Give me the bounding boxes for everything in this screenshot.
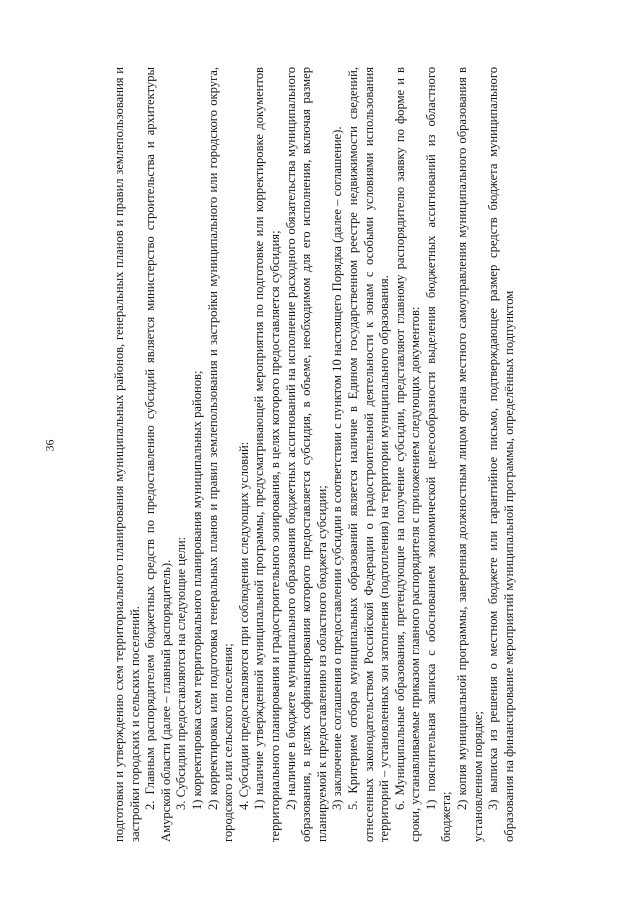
paragraph-item-5: 5. Критерием отбора муниципальных образований является наличие в Едином государственном реестре недвижимости сведений, отнесенных законодательством Российской Федерации о градостроительной деятельности к зонам с особыми условиями использования территорий – установленных зон затопления (подтопления) на территории муниципального образования. xyxy=(345,67,392,842)
paragraph-subitem-4-3: 3) заключение соглашения о предоставлении субсидии в соответствии с пунктом 10 настоящего Порядка (далее – соглашение). xyxy=(330,126,345,810)
paragraph-item-6: 6. Муниципальные образования, претендующие на получение субсидии, представляют главному распорядителю заявку по форме и в сроки, устанавливаемые приказом главного распорядителя с приложением следующих документов: xyxy=(392,67,423,842)
paragraph-continuation: подготовки и утверждению схем территориального планирования муниципальных районов, генеральных планов и правил землепользования и застройки городских и сельских поселений. xyxy=(112,67,142,842)
paragraph-subitem-3-1: 1) корректировка схем территориального планирования муниципальных районов; xyxy=(189,370,204,810)
paragraph-subitem-6-3: 3) выписка из решения о местном бюджете или гарантийное письмо, подтверждающее размер средств бюджета муниципального образования на финансирование мероприятий муниципальной программы, определённых подпунктом xyxy=(486,67,516,842)
page-number: 36 xyxy=(42,439,57,452)
paragraph-item-3: 3. Субсидии предоставляются на следующие цели: xyxy=(174,536,189,810)
rotated-page-content xyxy=(112,67,542,842)
paragraph-subitem-3-2: 2) корректировка или подготовка генеральных планов и правил землепользования и застройки муниципального или городского округа, городского или сельского поселения; xyxy=(205,67,236,842)
paragraph-subitem-6-2: 2) копия муниципальной программы, заверенная должностным лицом органа местного самоуправления муниципального образования в установленном порядке; xyxy=(455,67,485,842)
paragraph-item-4: 4. Субсидии предоставляются при соблюдении следующих условий: xyxy=(236,441,251,810)
paragraph-subitem-4-1: 1) наличие утвержденной муниципальной программы, предусматривающей мероприятия по подготовке или корректировке документов территориального планирования и градостроительного зонирования, в целях которого предоставляется субсидия; xyxy=(252,67,282,842)
paragraph-subitem-6-1: 1) пояснительная записка с обоснованием экономической целесообразности выделения бюджетных ассигнований из областного бюджета; xyxy=(423,67,454,842)
paragraph-item-2: 2. Главным распорядителем бюджетных средств по предоставлению субсидий является министерство строительства и архитектуры Амурской области (далее – главный распорядитель). xyxy=(143,67,173,842)
document-body xyxy=(112,67,517,842)
paragraph-subitem-4-2: 2) наличие в бюджете муниципального образования бюджетных ассигнований на исполнение расходного обязательства муниципального образования, в целях софинансирования которого предоставляется субсидия, в объеме, необходимом для его исполнения, включая размер планируемой к предоставлению из областного бюджета субсидии; xyxy=(283,67,329,842)
